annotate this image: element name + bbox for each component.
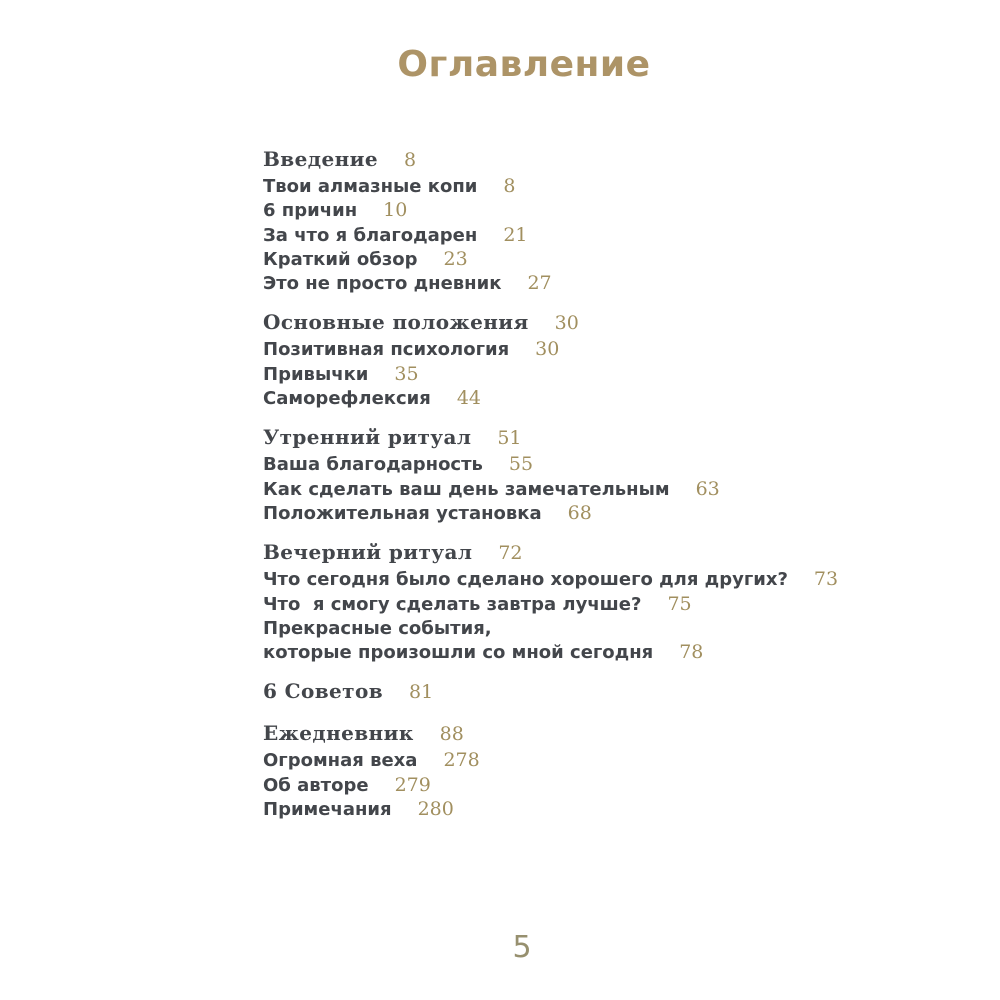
toc-entry-label: Саморефлексия: [263, 388, 431, 410]
toc-entry: [263, 272, 823, 296]
toc-page-number: 10: [383, 199, 408, 222]
toc-entry-label: Ваша благодарность: [263, 454, 483, 476]
toc-entry: [263, 248, 823, 272]
toc-entry-label: Об авторе: [263, 774, 369, 796]
toc-entry: [263, 617, 823, 641]
toc-section-heading: [263, 678, 823, 707]
toc-page-number: 75: [667, 592, 692, 615]
toc-entry-label: Что я смогу сделать завтра лучше?: [263, 593, 642, 615]
toc-section: [263, 539, 839, 665]
toc-entry: [263, 749, 823, 773]
toc-entry: [263, 224, 823, 248]
folio-page-number: 5: [512, 930, 532, 965]
toc-entry-label: Позитивная психология: [263, 339, 510, 361]
toc-page-number: 280: [417, 798, 454, 821]
toc-entry-label: Краткий обзор: [263, 248, 418, 270]
toc-page-number: 27: [527, 272, 552, 295]
toc-section-title: Введение: [263, 147, 378, 171]
toc-entry: [263, 199, 823, 223]
toc-page-number: 72: [498, 542, 523, 565]
toc-entry-label: Прекрасные события,: [263, 617, 492, 639]
toc-entry: [263, 363, 823, 387]
toc-page-number: 88: [439, 723, 464, 746]
toc-section-title: Ежедневник: [263, 721, 414, 746]
toc-entry-label: За что я благодарен: [263, 224, 478, 246]
toc-entry: [263, 338, 823, 362]
toc-page-number: 35: [394, 362, 419, 385]
toc-page-number: 8: [403, 149, 417, 171]
toc-section-heading: [263, 146, 823, 175]
toc-section: [263, 309, 823, 411]
toc-page-number: 44: [456, 387, 482, 410]
toc-entry: [263, 568, 839, 592]
toc-page-number: 279: [394, 773, 431, 796]
toc-page-number: 8: [503, 175, 516, 197]
toc-page-number: 278: [443, 749, 480, 772]
toc-section-title: Основные положения: [263, 310, 529, 335]
page-title: Оглавление: [397, 44, 651, 85]
toc-section: [263, 720, 823, 822]
toc-page-number: 23: [443, 247, 468, 270]
toc-entry: [263, 593, 823, 617]
toc-section-title: Вечерний ритуал: [263, 540, 473, 565]
toc-entry-label: которые произошли со мной сегодня: [263, 642, 654, 664]
toc-page-number: 51: [497, 427, 522, 450]
toc-entry-label: Что сегодня было сделано хорошего для других?: [263, 569, 788, 591]
toc-page-number: 73: [813, 568, 839, 591]
toc-entry: [263, 387, 823, 411]
toc-entry-label: 6 причин: [263, 200, 358, 222]
toc-entry: [263, 453, 823, 477]
toc-entry-label: Это не просто дневник: [263, 273, 502, 295]
toc-page-number: 81: [409, 681, 434, 704]
toc-entry: [263, 798, 823, 822]
toc-page-number: 30: [554, 312, 579, 335]
toc-entry: [263, 478, 823, 502]
toc-entry: [263, 641, 823, 665]
toc-page-number: 63: [695, 477, 720, 500]
toc-section: [263, 146, 823, 296]
toc-section-heading: [263, 309, 823, 338]
toc-section: [263, 678, 823, 707]
toc-page-number: 68: [567, 501, 592, 524]
toc-page-number: 78: [679, 641, 704, 664]
toc-entry-label: Твои алмазные копи: [263, 176, 478, 197]
toc-entry-label: Примечания: [263, 799, 392, 821]
toc-page-number: 55: [508, 453, 534, 476]
toc-section-title: Утренний ритуал: [263, 425, 472, 450]
toc-entry-label: Огромная веха: [263, 750, 418, 772]
toc-entry-label: Как сделать ваш день замечательным: [263, 478, 670, 500]
toc-page-number: 30: [535, 338, 560, 361]
toc-section-heading: [263, 720, 823, 749]
toc-entry: [263, 774, 823, 798]
toc-section-heading: [263, 539, 823, 568]
toc-section: [263, 424, 823, 526]
toc-entry-label: Привычки: [263, 363, 369, 385]
toc-entry: [263, 175, 823, 199]
toc-section-heading: [263, 424, 823, 453]
toc-entry-label: Положительная установка: [263, 502, 542, 524]
toc: [263, 146, 839, 822]
toc-section-title: 6 Советов: [263, 679, 383, 704]
toc-entry: [263, 502, 823, 526]
toc-page-number: 21: [503, 223, 528, 246]
